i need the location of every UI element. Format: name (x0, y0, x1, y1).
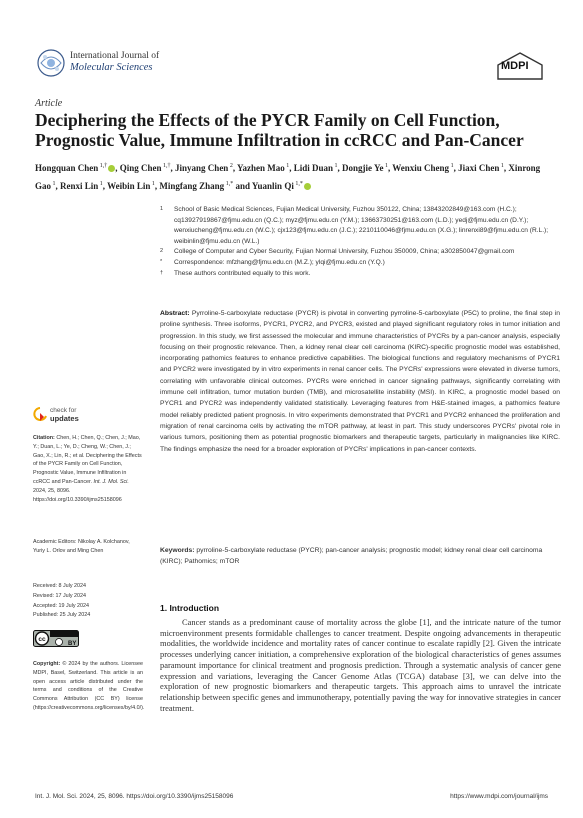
author-affiliation-mark: 2 (228, 163, 233, 169)
date-value: 25 July 2024 (59, 612, 91, 619)
journal-name-line2: Molecular Sciences (70, 62, 153, 73)
check-for-updates-button[interactable] (33, 407, 79, 423)
abstract-label: Abstract: (160, 310, 190, 317)
academic-editors (33, 538, 143, 556)
author-affiliation-mark: 1,† (161, 163, 171, 169)
equal-contribution-text: These authors contributed equally to this work. (174, 269, 311, 277)
author-name: Hongquan Chen (35, 163, 99, 173)
check-updates-line2: updates (50, 414, 79, 423)
copyright-block (33, 660, 143, 713)
date-row (33, 611, 143, 621)
affiliation-mark: † (160, 269, 164, 276)
article-type: Article (35, 98, 63, 109)
orcid-icon[interactable] (108, 165, 115, 172)
citation-label: Citation: (33, 435, 55, 441)
editors-text: Nikolay A. Kolchanov, Yuriy L. Orlov and Ming Chen (33, 539, 130, 554)
date-value: 19 July 2024 (58, 602, 90, 609)
author-name: Dongjie Ye (342, 163, 384, 173)
citation-block (33, 434, 143, 504)
date-value: 8 July 2024 (58, 583, 87, 589)
citation-text: Chen, H.; Chen, Q.; Chen, J.; Mao, Y.; Duan, L.; Ye, D.; Cheng, W.; Chen, J.; Gao, X.; Lin, R.; et al. Deciphering the Effects of the PYCR Family on Cell Function, Prognostic Value, Immune Infiltration in ccRCC and Pan-Cancer. (33, 435, 142, 485)
paper-title: Deciphering the Effects of the PYCR Family on Cell Function, Prognostic Value, Immune Infiltration in ccRCC and Pan-Cancer (35, 110, 524, 150)
abstract-text: Pyrroline-5-carboxylate reductase (PYCR) is pivotal in converting pyrroline-5-carboxylate (P5C) to proline, the final step in proline synthesis. Three isoforms, PYCR1, PYCR2, and PYCR3, existed and played significant regulatory roles in tumor initiation and progression. In this study, we first assessed the molecular and immune characteristics of PYCRs by a pan-cancer analysis, especially focusing on their prognostic relevance. Then, a kidney renal clear cell carcinoma (KIRC)-specific prognostic model was established, incorporating pathomics features to enhance predictive capabilities. The biological functions and regulatory mechanisms of PYCR1 and PYCR2 were investigated by in vitro experiments in renal cancer cells. The PYCRs' expressions were elevated in diverse tumors, correlating with unfavorable clinical outcomes. PYCRs were enriched in cancer signaling pathways, significantly correlating with immune cell infiltration, tumor mutation burden (TMB), and microsatellite instability (MSI). In KIRC, a prognostic model based on PYCR1 and PYCR2 was independently validated statistically. Leveraging features from H&E-stained images, a pathomics feature model reliably predicted patient prognosis. In vitro experiments demonstrated that PYCR1 and PYCR2 enhanced the proliferation and migration of renal carcinoma cells by activating the mTOR pathway, at least in part. This study underscores PYCRs' pivotal role in various tumors, positioning them as potential prognostic biomarkers and therapeutic targets, particularly in malignancies like KIRC. The findings emphasize the need for a broader exploration of PYCRs' implications in pan-cancer contexts. (160, 310, 560, 453)
author-affiliation-mark: 1,† (98, 163, 108, 169)
author-affiliation-mark: 1 (284, 163, 290, 169)
author-affiliation-mark: 1 (51, 181, 56, 187)
author-name: Weibin Lin (107, 181, 151, 191)
journal-logo-icon (35, 48, 67, 78)
publication-dates (33, 582, 143, 621)
author-affiliation-mark: 1 (499, 163, 504, 169)
footer-journal-link[interactable]: https://www.mdpi.com/journal/ijms (450, 793, 548, 800)
footer-citation[interactable]: Int. J. Mol. Sci. 2024, 25, 8096. https://doi.org/10.3390/ijms25158096 (35, 793, 234, 800)
equal-contribution-note (160, 269, 555, 280)
author-affiliation-mark: 1 (150, 181, 155, 187)
publisher-name[interactable]: MDPI (501, 60, 529, 72)
author-affiliation-mark: 1,* (224, 181, 234, 187)
author-affiliation-mark: 1 (333, 163, 338, 169)
date-value: 17 July 2024 (55, 592, 87, 599)
introduction-paragraph: Cancer stands as a predominant cause of mortality across the globe [1], and the intricate nature of the tumor microenvironment presents formidable challenges to cancer treatment. Despite ongoing advancements in therapeutic modalities, the worldwide incidence and mortality rates of cancer continue to escalate rapidly [2]. Given the intricate processes underlying cancer initiation, a comprehensive exploration of the biological characteristics of genes assumes paramount importance for clinical treatment and prognosis prediction. Through a systematic analysis of cancer gene expression and variations, leveraging the Cancer Genome Atlas (TCGA) database [3], we can delve into the exploration of new prognostic biomarkers and therapeutic targets. This approach aims to unravel the intricate relationship between specific genes and immunotherapy, potentially paving the way for innovative strategies in cancer treatment. (160, 617, 561, 713)
author-name: Lidi Duan (293, 163, 334, 173)
author-name: Jiaxi Chen (458, 163, 500, 173)
affiliation-text: School of Basic Medical Sciences, Fujian Medical University, Fuzhou 350122, China; 13843202849@163.com (H.C.); cq13927919867@fjmu.edu.cn (Q.C.); myz@fjmu.edu.cn (Y.M.); 13663730251@163.com (L.D.); yedj@fjmu.edu.cn (D.Y.); wenxiucheng@fjmu.edu.cn (W.C.); cjx123@fjmu.edu.cn (J.C.); 2210110046@fjmu.edu.cn (X.G.); linrenxi89@fjmu.edu.cn (R.L.); weibinlin@fjmu.edu.cn (W.L.) (174, 206, 549, 245)
affiliation-2 (160, 247, 555, 258)
date-row (33, 602, 143, 612)
author-name: Jinyang Chen (175, 163, 229, 173)
cc-by-license-icon[interactable] (33, 630, 79, 647)
copyright-label: Copyright: (33, 661, 61, 667)
author-affiliation-mark: 1 (383, 163, 388, 169)
affiliation-text: College of Computer and Cyber Security, Fujian Normal University, Fuzhou 350009, China; a302850047@gmail.com (174, 248, 515, 256)
check-updates-line1: check for (50, 407, 77, 414)
author-name: Wenxiu Cheng (392, 163, 450, 173)
citation-ref[interactable]: 2024, 25, 8096. https://doi.org/10.3390/ijms25158096 (33, 487, 122, 503)
check-updates-icon (33, 407, 47, 423)
correspondence-text: Correspondence: mfzhang@fjmu.edu.cn (M.Z.); ylqi@fjmu.edu.cn (Y.Q.) (174, 258, 385, 266)
author-name: Renxi Lin (60, 181, 99, 191)
journal-name-line1: International Journal of (70, 51, 160, 61)
abstract (160, 308, 560, 455)
orcid-icon[interactable] (304, 183, 311, 190)
affiliation-mark: 2 (160, 248, 164, 255)
section-heading-introduction: 1. Introduction (160, 603, 220, 613)
copyright-text: © 2024 by the authors. Licensee MDPI, Basel, Switzerland. This article is an open access article distributed under the terms and conditions of the Creative Commons Attribution (CC BY) license (https://creativecommons.org/licenses/by/4.0/). (33, 661, 145, 711)
keywords (160, 545, 560, 568)
date-label: Received: (33, 583, 59, 589)
author-affiliation-mark: 1 (449, 163, 454, 169)
affiliation-mark: * (160, 258, 163, 265)
author-name: Xinrong Gao (35, 163, 541, 191)
date-label: Accepted: (33, 602, 59, 609)
date-row (33, 592, 143, 602)
citation-journal: Int. J. Mol. Sci. (93, 478, 129, 485)
affiliation-mark: 1 (160, 206, 164, 212)
keywords-text: pyrroline-5-carboxylate reductase (PYCR); pan-cancer analysis; prognostic model; kidney renal clear cell carcinoma (KIRC); Pathomics; mTOR (160, 547, 543, 566)
date-label: Published: (33, 612, 60, 619)
author-affiliation-mark: 1,* (293, 181, 303, 187)
svg-text:BY: BY (68, 641, 77, 647)
keywords-label: Keywords: (160, 547, 195, 554)
author-name: Yuanlin Qi (251, 181, 294, 191)
author-name: Qing Chen (119, 163, 162, 173)
date-row (33, 582, 143, 592)
affiliations (160, 205, 555, 279)
author-name: Mingfang Zhang (159, 181, 225, 191)
correspondence (160, 258, 555, 269)
svg-text:cc: cc (38, 636, 46, 643)
author-affiliation-mark: 1 (98, 181, 103, 187)
affiliation-1 (160, 205, 555, 247)
date-label: Revised: (33, 592, 56, 599)
journal-name (70, 51, 159, 73)
author-list: Hongquan Chen $^{1,\dagger}$ , Qing Chen $^{1,\dagger}$, Jinyang Chen $^2$, Yazhen Mao $^1$, Lidi Duan $^1$, Dongjie Ye $^1$, Wenxiu Cheng $^1$, Jiaxi Chen $^1$, Xinrong Gao $^1$, Renxi Lin $^1$, Weibin Lin $^1$, Mingfang Zhang $^{1,*}$ and Yuanlin Qi $^{1,*}$ (35, 163, 541, 191)
author-name: Yazhen Mao (237, 163, 285, 173)
editors-label: Academic Editors: (33, 539, 77, 545)
